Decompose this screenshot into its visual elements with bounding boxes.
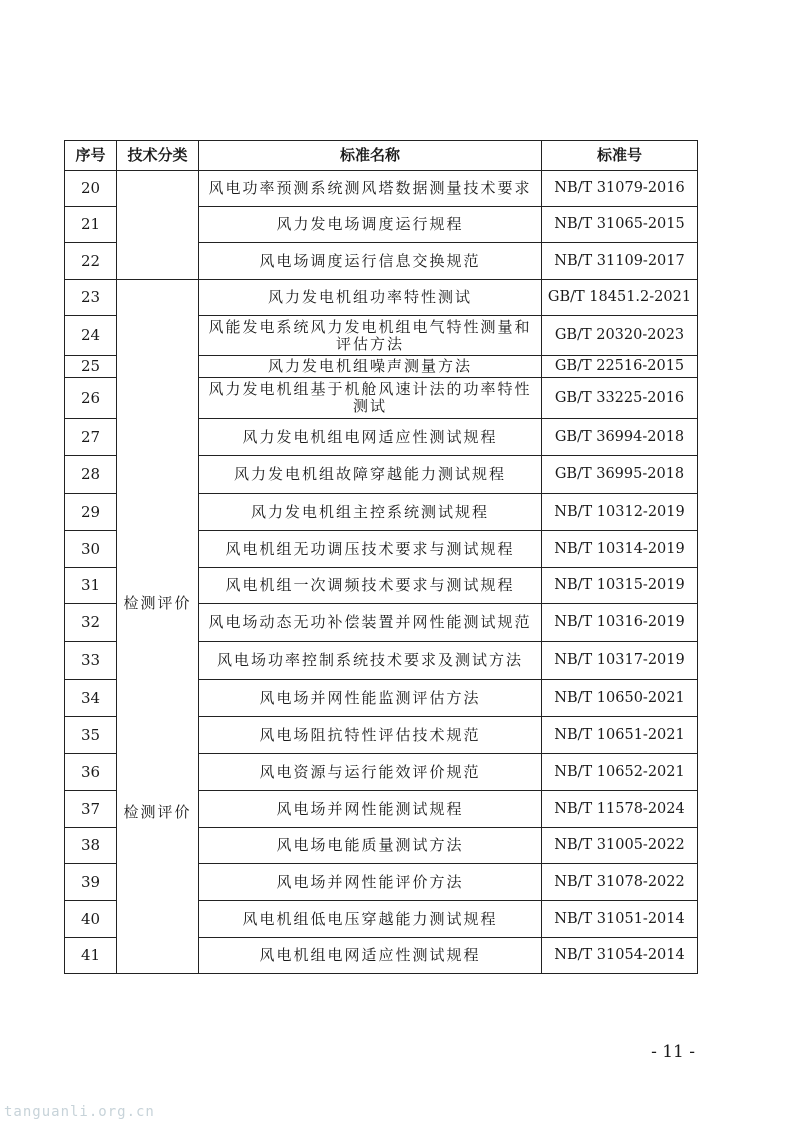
standards-table	[64, 140, 698, 974]
row-name: 风电场并网性能测试规程	[199, 791, 542, 828]
row-name: 风力发电机组噪声测量方法	[199, 356, 542, 378]
row-code: GB/T 36994-2018	[542, 419, 698, 456]
row-name: 风电场阻抗特性评估技术规范	[199, 717, 542, 754]
table-row	[65, 280, 698, 316]
row-code: GB/T 36995-2018	[542, 456, 698, 494]
row-code: NB/T 10312-2019	[542, 494, 698, 531]
row-no: 23	[65, 280, 117, 316]
category-cell-test-evaluation	[117, 280, 199, 974]
row-code: NB/T 31078-2022	[542, 864, 698, 901]
row-code: NB/T 10315-2019	[542, 568, 698, 604]
row-no: 27	[65, 419, 117, 456]
row-name: 风力发电机组主控系统测试规程	[199, 494, 542, 531]
row-code: NB/T 31051-2014	[542, 901, 698, 938]
category-label: 检测评价	[123, 594, 192, 612]
row-no: 30	[65, 531, 117, 568]
header-code: 标准号	[542, 141, 698, 171]
row-no: 21	[65, 207, 117, 243]
table-row	[65, 171, 698, 207]
row-name: 风力发电机组功率特性测试	[199, 280, 542, 316]
row-no: 29	[65, 494, 117, 531]
row-name: 风力发电机组基于机舱风速计法的功率特性测试	[199, 378, 542, 419]
row-no: 37	[65, 791, 117, 828]
row-code: NB/T 10316-2019	[542, 604, 698, 642]
row-no: 22	[65, 243, 117, 280]
row-name: 风电功率预测系统测风塔数据测量技术要求	[199, 171, 542, 207]
row-no: 33	[65, 642, 117, 680]
row-no: 36	[65, 754, 117, 791]
row-code: NB/T 10314-2019	[542, 531, 698, 568]
row-name: 风电场动态无功补偿装置并网性能测试规范	[199, 604, 542, 642]
row-code: NB/T 31005-2022	[542, 828, 698, 864]
row-no: 38	[65, 828, 117, 864]
row-name: 风电场电能质量测试方法	[199, 828, 542, 864]
category-cell-empty	[117, 171, 199, 280]
table-header-row	[65, 141, 698, 171]
row-code: NB/T 11578-2024	[542, 791, 698, 828]
row-code: GB/T 18451.2-2021	[542, 280, 698, 316]
row-no: 25	[65, 356, 117, 378]
header-no: 序号	[65, 141, 117, 171]
row-no: 35	[65, 717, 117, 754]
row-no: 34	[65, 680, 117, 717]
row-name: 风电场并网性能评价方法	[199, 864, 542, 901]
row-code: GB/T 20320-2023	[542, 316, 698, 356]
row-name: 风力发电场调度运行规程	[199, 207, 542, 243]
row-code: NB/T 31079-2016	[542, 171, 698, 207]
row-name: 风电机组一次调频技术要求与测试规程	[199, 568, 542, 604]
row-no: 24	[65, 316, 117, 356]
page-number: - 11 -	[651, 1042, 695, 1062]
row-name: 风电机组无功调压技术要求与测试规程	[199, 531, 542, 568]
row-code: NB/T 31054-2014	[542, 938, 698, 974]
header-category: 技术分类	[117, 141, 199, 171]
row-code: NB/T 10650-2021	[542, 680, 698, 717]
row-name: 风电场功率控制系统技术要求及测试方法	[199, 642, 542, 680]
header-name: 标准名称	[199, 141, 542, 171]
row-code: NB/T 10317-2019	[542, 642, 698, 680]
row-name: 风力发电机组故障穿越能力测试规程	[199, 456, 542, 494]
row-name: 风电资源与运行能效评价规范	[199, 754, 542, 791]
category-label: 检测评价	[123, 803, 192, 821]
row-name: 风力发电机组电网适应性测试规程	[199, 419, 542, 456]
row-name: 风电机组低电压穿越能力测试规程	[199, 901, 542, 938]
row-no: 40	[65, 901, 117, 938]
row-no: 39	[65, 864, 117, 901]
row-name: 风电场调度运行信息交换规范	[199, 243, 542, 280]
row-name: 风电机组电网适应性测试规程	[199, 938, 542, 974]
row-no: 28	[65, 456, 117, 494]
row-name: 风电场并网性能监测评估方法	[199, 680, 542, 717]
row-no: 31	[65, 568, 117, 604]
row-no: 20	[65, 171, 117, 207]
row-no: 26	[65, 378, 117, 419]
row-code: NB/T 31109-2017	[542, 243, 698, 280]
row-code: GB/T 22516-2015	[542, 356, 698, 378]
watermark: tanguanli.org.cn	[4, 1104, 155, 1120]
row-no: 41	[65, 938, 117, 974]
row-code: NB/T 31065-2015	[542, 207, 698, 243]
row-no: 32	[65, 604, 117, 642]
row-code: NB/T 10651-2021	[542, 717, 698, 754]
row-code: GB/T 33225-2016	[542, 378, 698, 419]
row-code: NB/T 10652-2021	[542, 754, 698, 791]
row-name: 风能发电系统风力发电机组电气特性测量和评估方法	[199, 316, 542, 356]
